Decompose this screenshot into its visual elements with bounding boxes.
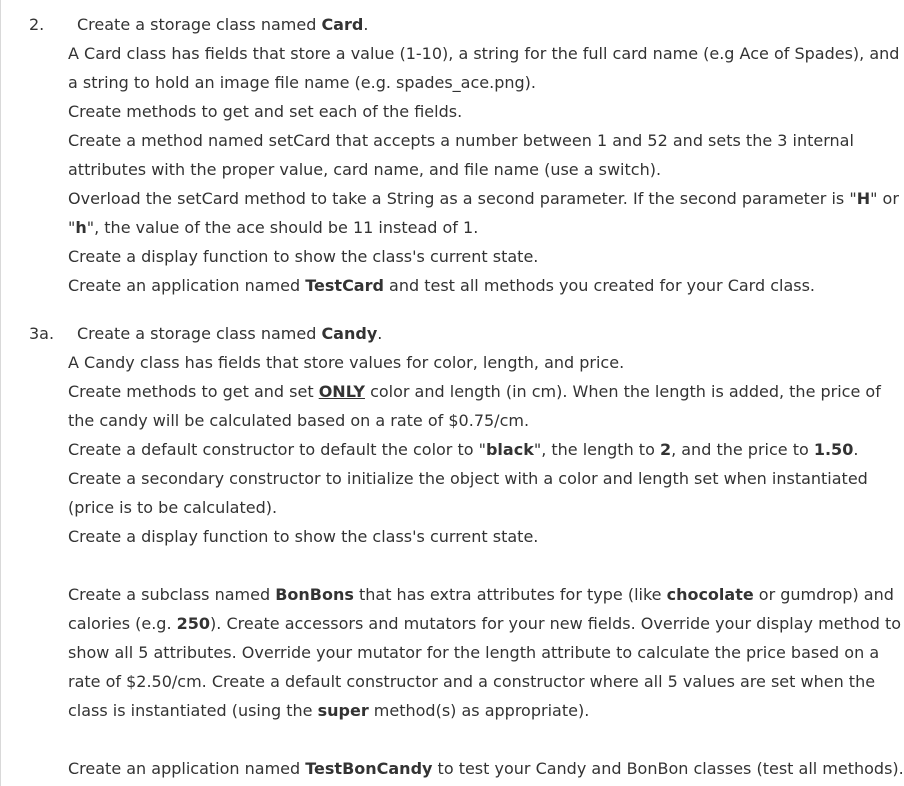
text-line: Create a secondary constructor to initialize the object with a color and length set when instantiated — [68, 469, 868, 488]
text-line: Create a display function to show the class's current state. — [68, 527, 539, 546]
text-line: Create a display function to show the class's current state. — [68, 247, 539, 266]
spacer — [0, 725, 896, 754]
question-3a — [0, 319, 904, 783]
text-line: rate of $2.50/cm. Create a default constructor and a constructor where all 5 values are set when the — [68, 672, 876, 691]
text-line: Create methods to get and set each of the fields. — [68, 102, 463, 121]
text-line: a string to hold an image file name (e.g. spades_ace.png). — [68, 73, 536, 92]
question-title: Create a storage class named Candy. — [77, 324, 383, 343]
text-line: Create an application named TestCard and test all methods you created for your Card class. — [68, 276, 816, 295]
text-line: the candy will be calculated based on a rate of $0.75/cm. — [68, 411, 530, 430]
spacer — [0, 300, 896, 319]
spacer — [0, 551, 896, 580]
question-2 — [0, 10, 900, 300]
text-line: calories (e.g. 250). Create accessors and mutators for your new fields. Override your display method to — [68, 614, 901, 633]
text-line: Overload the setCard method to take a String as a second parameter. If the second parameter is "H" or — [68, 189, 899, 208]
text-line: A Card class has fields that store a value (1-10), a string for the full card name (e.g Ace of Spades), and — [68, 44, 900, 63]
question-number: 2. — [29, 15, 45, 34]
question-title: Create a storage class named Card. — [77, 15, 369, 34]
text-line: attributes with the proper value, card name, and file name (use a switch). — [68, 160, 662, 179]
text-line: (price is to be calculated). — [68, 498, 278, 517]
question-number: 3a. — [29, 324, 55, 343]
text-line: show all 5 attributes. Override your mutator for the length attribute to calculate the price based on a — [68, 643, 880, 662]
text-line: Create a method named setCard that accepts a number between 1 and 52 and sets the 3 internal — [68, 131, 854, 150]
class-name-candy: Candy — [321, 324, 378, 343]
text-line: Create an application named TestBonCandy to test your Candy and BonBon classes (test all methods). — [68, 759, 904, 778]
text-line: class is instantiated (using the super method(s) as appropriate). — [68, 701, 590, 720]
text-line: A Candy class has fields that store values for color, length, and price. — [68, 353, 625, 372]
class-name-card: Card — [321, 15, 364, 34]
text-line: Create a subclass named BonBons that has extra attributes for type (like chocolate or gumdrop) and — [68, 585, 894, 604]
text-line: Create a default constructor to default the color to "black", the length to 2, and the price to 1.50. — [68, 440, 859, 459]
text-line: Create methods to get and set ONLY color and length (in cm). When the length is added, the price of — [68, 382, 881, 401]
text-line: "h", the value of the ace should be 11 instead of 1. — [68, 218, 479, 237]
